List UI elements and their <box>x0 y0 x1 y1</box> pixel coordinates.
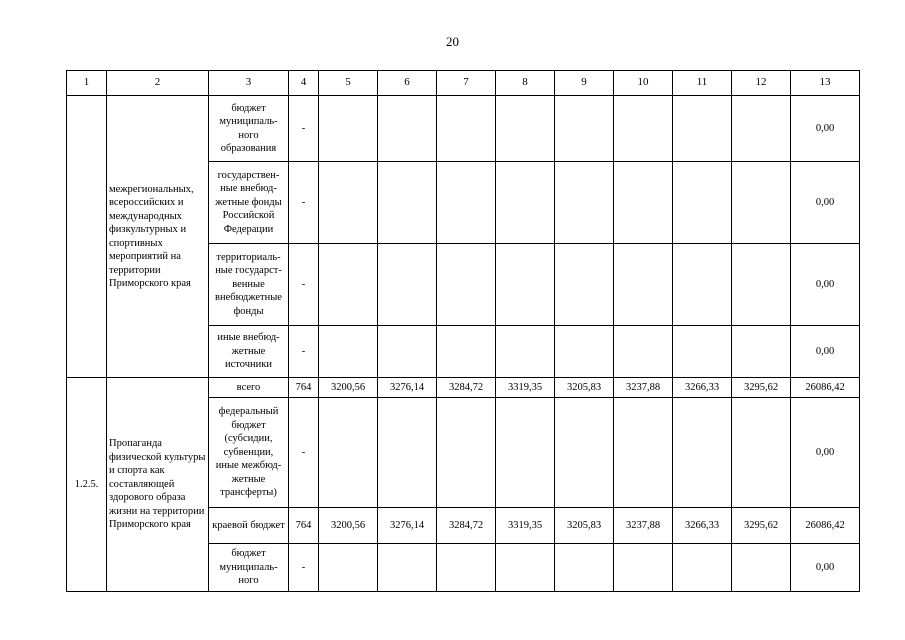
value-cell <box>673 96 732 162</box>
value-cell <box>496 326 555 378</box>
funding-source: бюджет муниципаль-ного образования <box>209 96 289 162</box>
value-cell <box>496 244 555 326</box>
value-cell <box>555 544 614 592</box>
total-cell: 0,00 <box>791 544 860 592</box>
value-cell <box>673 326 732 378</box>
column-header: 10 <box>614 71 673 96</box>
total-cell: 26086,42 <box>791 378 860 398</box>
measure-name: Пропаганда физической культуры и спорта как составляющей здорового образа жизни на территории Приморского края <box>107 378 209 592</box>
value-cell <box>378 96 437 162</box>
value-cell <box>673 162 732 244</box>
value-cell <box>437 326 496 378</box>
value-cell: 3295,62 <box>732 378 791 398</box>
column-header: 7 <box>437 71 496 96</box>
cell-col4: - <box>289 96 319 162</box>
value-cell <box>496 398 555 508</box>
row-number: 1.2.5. <box>67 378 107 592</box>
value-cell <box>378 544 437 592</box>
value-cell <box>319 398 378 508</box>
value-cell <box>496 96 555 162</box>
cell-col4: - <box>289 244 319 326</box>
column-header: 1 <box>67 71 107 96</box>
value-cell <box>614 244 673 326</box>
value-cell <box>555 398 614 508</box>
cell-col4: - <box>289 326 319 378</box>
value-cell <box>555 326 614 378</box>
column-header: 5 <box>319 71 378 96</box>
value-cell: 3266,33 <box>673 378 732 398</box>
value-cell <box>732 162 791 244</box>
value-cell <box>555 96 614 162</box>
value-cell <box>555 244 614 326</box>
value-cell <box>319 326 378 378</box>
value-cell <box>732 244 791 326</box>
value-cell <box>437 398 496 508</box>
value-cell: 3266,33 <box>673 508 732 544</box>
column-header: 9 <box>555 71 614 96</box>
value-cell <box>378 326 437 378</box>
page-number: 20 <box>446 34 459 49</box>
total-cell: 0,00 <box>791 244 860 326</box>
value-cell <box>319 244 378 326</box>
total-cell: 26086,42 <box>791 508 860 544</box>
value-cell: 3205,83 <box>555 508 614 544</box>
value-cell <box>496 162 555 244</box>
value-cell: 3276,14 <box>378 508 437 544</box>
funding-source: иные внебюд-жетные источники <box>209 326 289 378</box>
value-cell <box>437 544 496 592</box>
budget-table <box>66 70 860 592</box>
value-cell <box>614 96 673 162</box>
value-cell <box>319 162 378 244</box>
column-header: 2 <box>107 71 209 96</box>
value-cell <box>378 162 437 244</box>
column-header: 11 <box>673 71 732 96</box>
funding-source: государствен-ные внебюд-жетные фонды Российской Федерации <box>209 162 289 244</box>
header-row <box>67 71 860 96</box>
value-cell <box>555 162 614 244</box>
table-row <box>67 96 860 162</box>
total-cell: 0,00 <box>791 326 860 378</box>
funding-source: краевой бюджет <box>209 508 289 544</box>
value-cell <box>732 326 791 378</box>
value-cell: 3200,56 <box>319 378 378 398</box>
measure-name: межрегиональных, всероссийских и международных физкультурных и спортивных мероприятий на территории Приморского края <box>107 96 209 378</box>
value-cell <box>673 244 732 326</box>
value-cell: 3284,72 <box>437 378 496 398</box>
table-row <box>67 378 860 398</box>
funding-source: территориаль-ные государст-венные внебюджетные фонды <box>209 244 289 326</box>
value-cell: 3319,35 <box>496 378 555 398</box>
funding-source: федеральный бюджет (субсидии, субвенции, иные межбюд-жетные трансферты) <box>209 398 289 508</box>
column-header: 4 <box>289 71 319 96</box>
column-header: 6 <box>378 71 437 96</box>
total-cell: 0,00 <box>791 162 860 244</box>
value-cell <box>437 244 496 326</box>
column-header: 3 <box>209 71 289 96</box>
value-cell <box>437 96 496 162</box>
cell-col4: - <box>289 398 319 508</box>
total-cell: 0,00 <box>791 398 860 508</box>
value-cell <box>614 544 673 592</box>
value-cell <box>614 398 673 508</box>
row-number <box>67 96 107 378</box>
value-cell <box>378 244 437 326</box>
value-cell: 3276,14 <box>378 378 437 398</box>
funding-source: всего <box>209 378 289 398</box>
value-cell: 3205,83 <box>555 378 614 398</box>
value-cell <box>732 544 791 592</box>
value-cell <box>614 162 673 244</box>
value-cell: 3295,62 <box>732 508 791 544</box>
cell-col4: - <box>289 544 319 592</box>
value-cell <box>732 96 791 162</box>
value-cell <box>319 544 378 592</box>
cell-col4: - <box>289 162 319 244</box>
value-cell <box>378 398 437 508</box>
value-cell <box>614 326 673 378</box>
value-cell <box>496 544 555 592</box>
value-cell <box>437 162 496 244</box>
value-cell <box>673 544 732 592</box>
value-cell <box>732 398 791 508</box>
column-header: 12 <box>732 71 791 96</box>
column-header: 13 <box>791 71 860 96</box>
column-header: 8 <box>496 71 555 96</box>
value-cell: 3237,88 <box>614 508 673 544</box>
funding-source: бюджет муниципаль-ного <box>209 544 289 592</box>
value-cell: 3237,88 <box>614 378 673 398</box>
value-cell: 3284,72 <box>437 508 496 544</box>
total-cell: 0,00 <box>791 96 860 162</box>
value-cell: 3200,56 <box>319 508 378 544</box>
value-cell <box>319 96 378 162</box>
value-cell <box>673 398 732 508</box>
cell-col4: 764 <box>289 508 319 544</box>
cell-col4: 764 <box>289 378 319 398</box>
value-cell: 3319,35 <box>496 508 555 544</box>
